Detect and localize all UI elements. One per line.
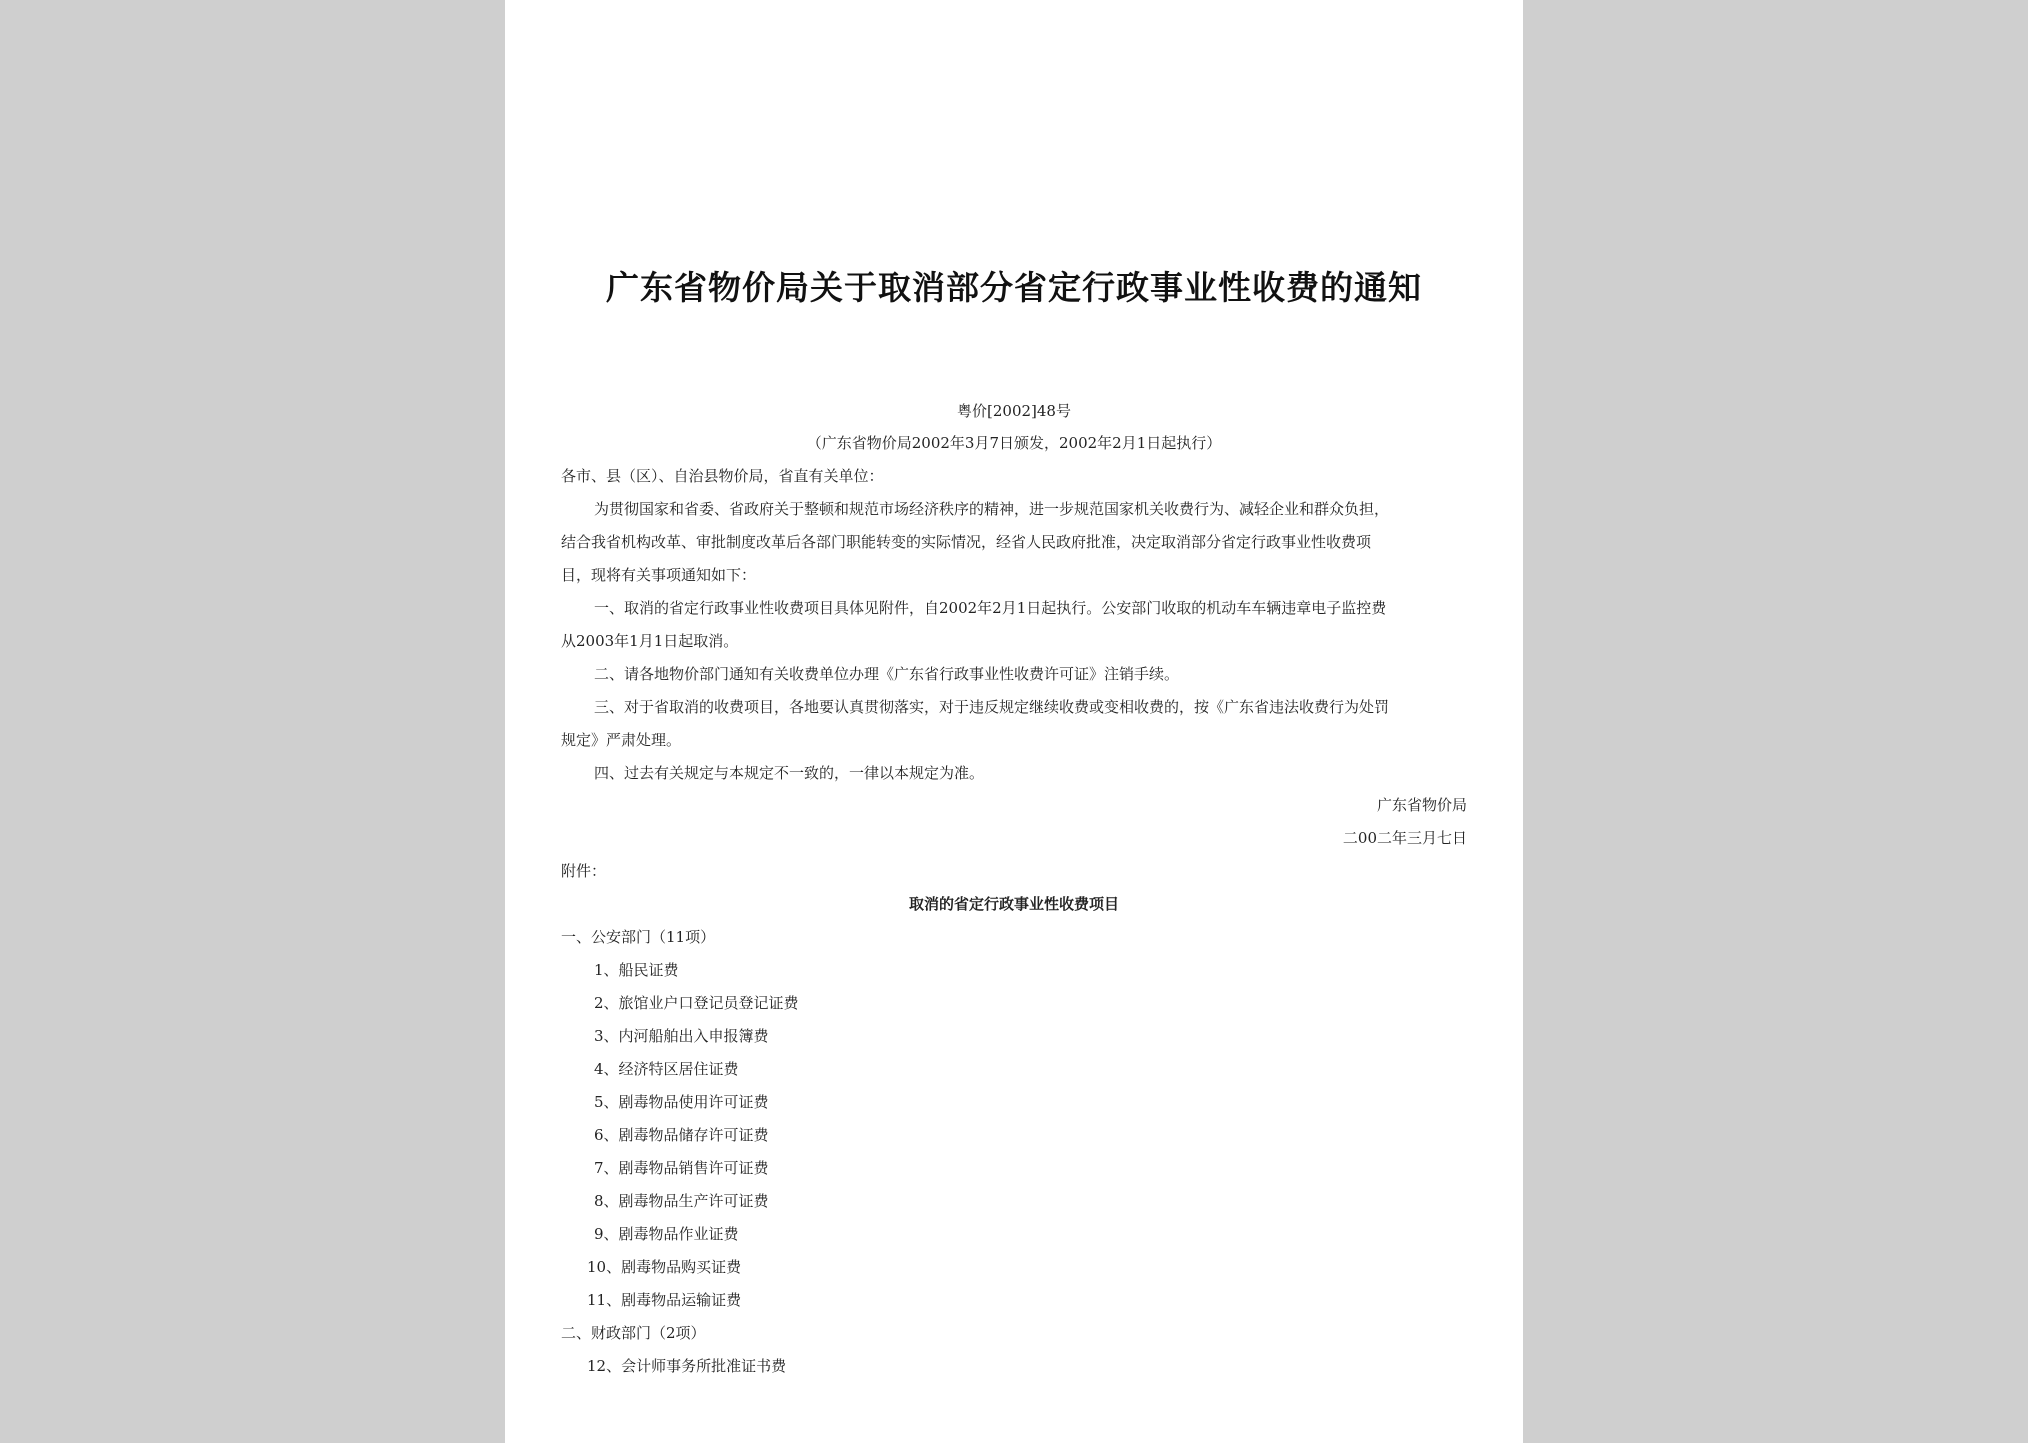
list-item: 8、剧毒物品生产许可证费 <box>594 1192 769 1210</box>
list-item: 5、剧毒物品使用许可证费 <box>594 1093 769 1111</box>
list-item: 2、旅馆业户口登记员登记证费 <box>594 994 799 1012</box>
list-item: 11、剧毒物品运输证费 <box>587 1291 742 1309</box>
document-page <box>505 0 1523 1443</box>
list-item: 10、剧毒物品购买证费 <box>587 1258 742 1276</box>
section-heading: 一、公安部门（11项） <box>561 928 716 946</box>
issue-note: （广东省物价局2002年3月7日颁发，2002年2月1日起执行） <box>806 434 1222 452</box>
paragraph-line: 三、对于省取消的收费项目，各地要认真贯彻落实，对于违反规定继续收费或变相收费的，按《广东省违法收费行为处罚 <box>594 698 1390 716</box>
paragraph-line: 为贯彻国家和省委、省政府关于整顿和规范市场经济秩序的精神，进一步规范国家机关收费行为、减轻企业和群众负担， <box>594 500 1390 518</box>
section-heading: 二、财政部门（2项） <box>561 1324 706 1342</box>
attachment-title: 取消的省定行政事业性收费项目 <box>908 895 1119 913</box>
paragraph-line: 从2003年1月1日起取消。 <box>561 632 739 650</box>
paragraph-line: 四、过去有关规定与本规定不一致的，一律以本规定为准。 <box>594 764 985 782</box>
signature-date: 二00二年三月七日 <box>1342 829 1467 847</box>
list-item: 7、剧毒物品销售许可证费 <box>594 1159 769 1177</box>
paragraph-line: 二、请各地物价部门通知有关收费单位办理《广东省行政事业性收费许可证》注销手续。 <box>594 665 1180 683</box>
paragraph-line: 一、取消的省定行政事业性收费项目具体见附件，自2002年2月1日起执行。公安部门收取的机动车车辆违章电子监控费 <box>594 599 1387 617</box>
list-item: 9、剧毒物品作业证费 <box>594 1225 739 1243</box>
list-item: 4、经济特区居住证费 <box>594 1060 739 1078</box>
list-item: 3、内河船舶出入申报簿费 <box>594 1027 769 1045</box>
paragraph-line: 结合我省机构改革、审批制度改革后各部门职能转变的实际情况，经省人民政府批准，决定取消部分省定行政事业性收费项 <box>561 533 1372 551</box>
document-title: 广东省物价局关于取消部分省定行政事业性收费的通知 <box>606 268 1422 307</box>
attachment-label: 附件： <box>561 862 607 880</box>
list-item: 1、船民证费 <box>594 961 679 979</box>
signature-org: 广东省物价局 <box>1376 796 1467 814</box>
salutation: 各市、县（区）、自治县物价局，省直有关单位： <box>561 467 884 485</box>
list-item: 6、剧毒物品储存许可证费 <box>594 1126 769 1144</box>
document-number: 粤价[2002]48号 <box>957 402 1071 420</box>
paragraph-line: 规定》严肃处理。 <box>561 731 682 749</box>
list-item: 12、会计师事务所批准证书费 <box>587 1357 787 1375</box>
paragraph-line: 目，现将有关事项通知如下： <box>561 566 757 584</box>
